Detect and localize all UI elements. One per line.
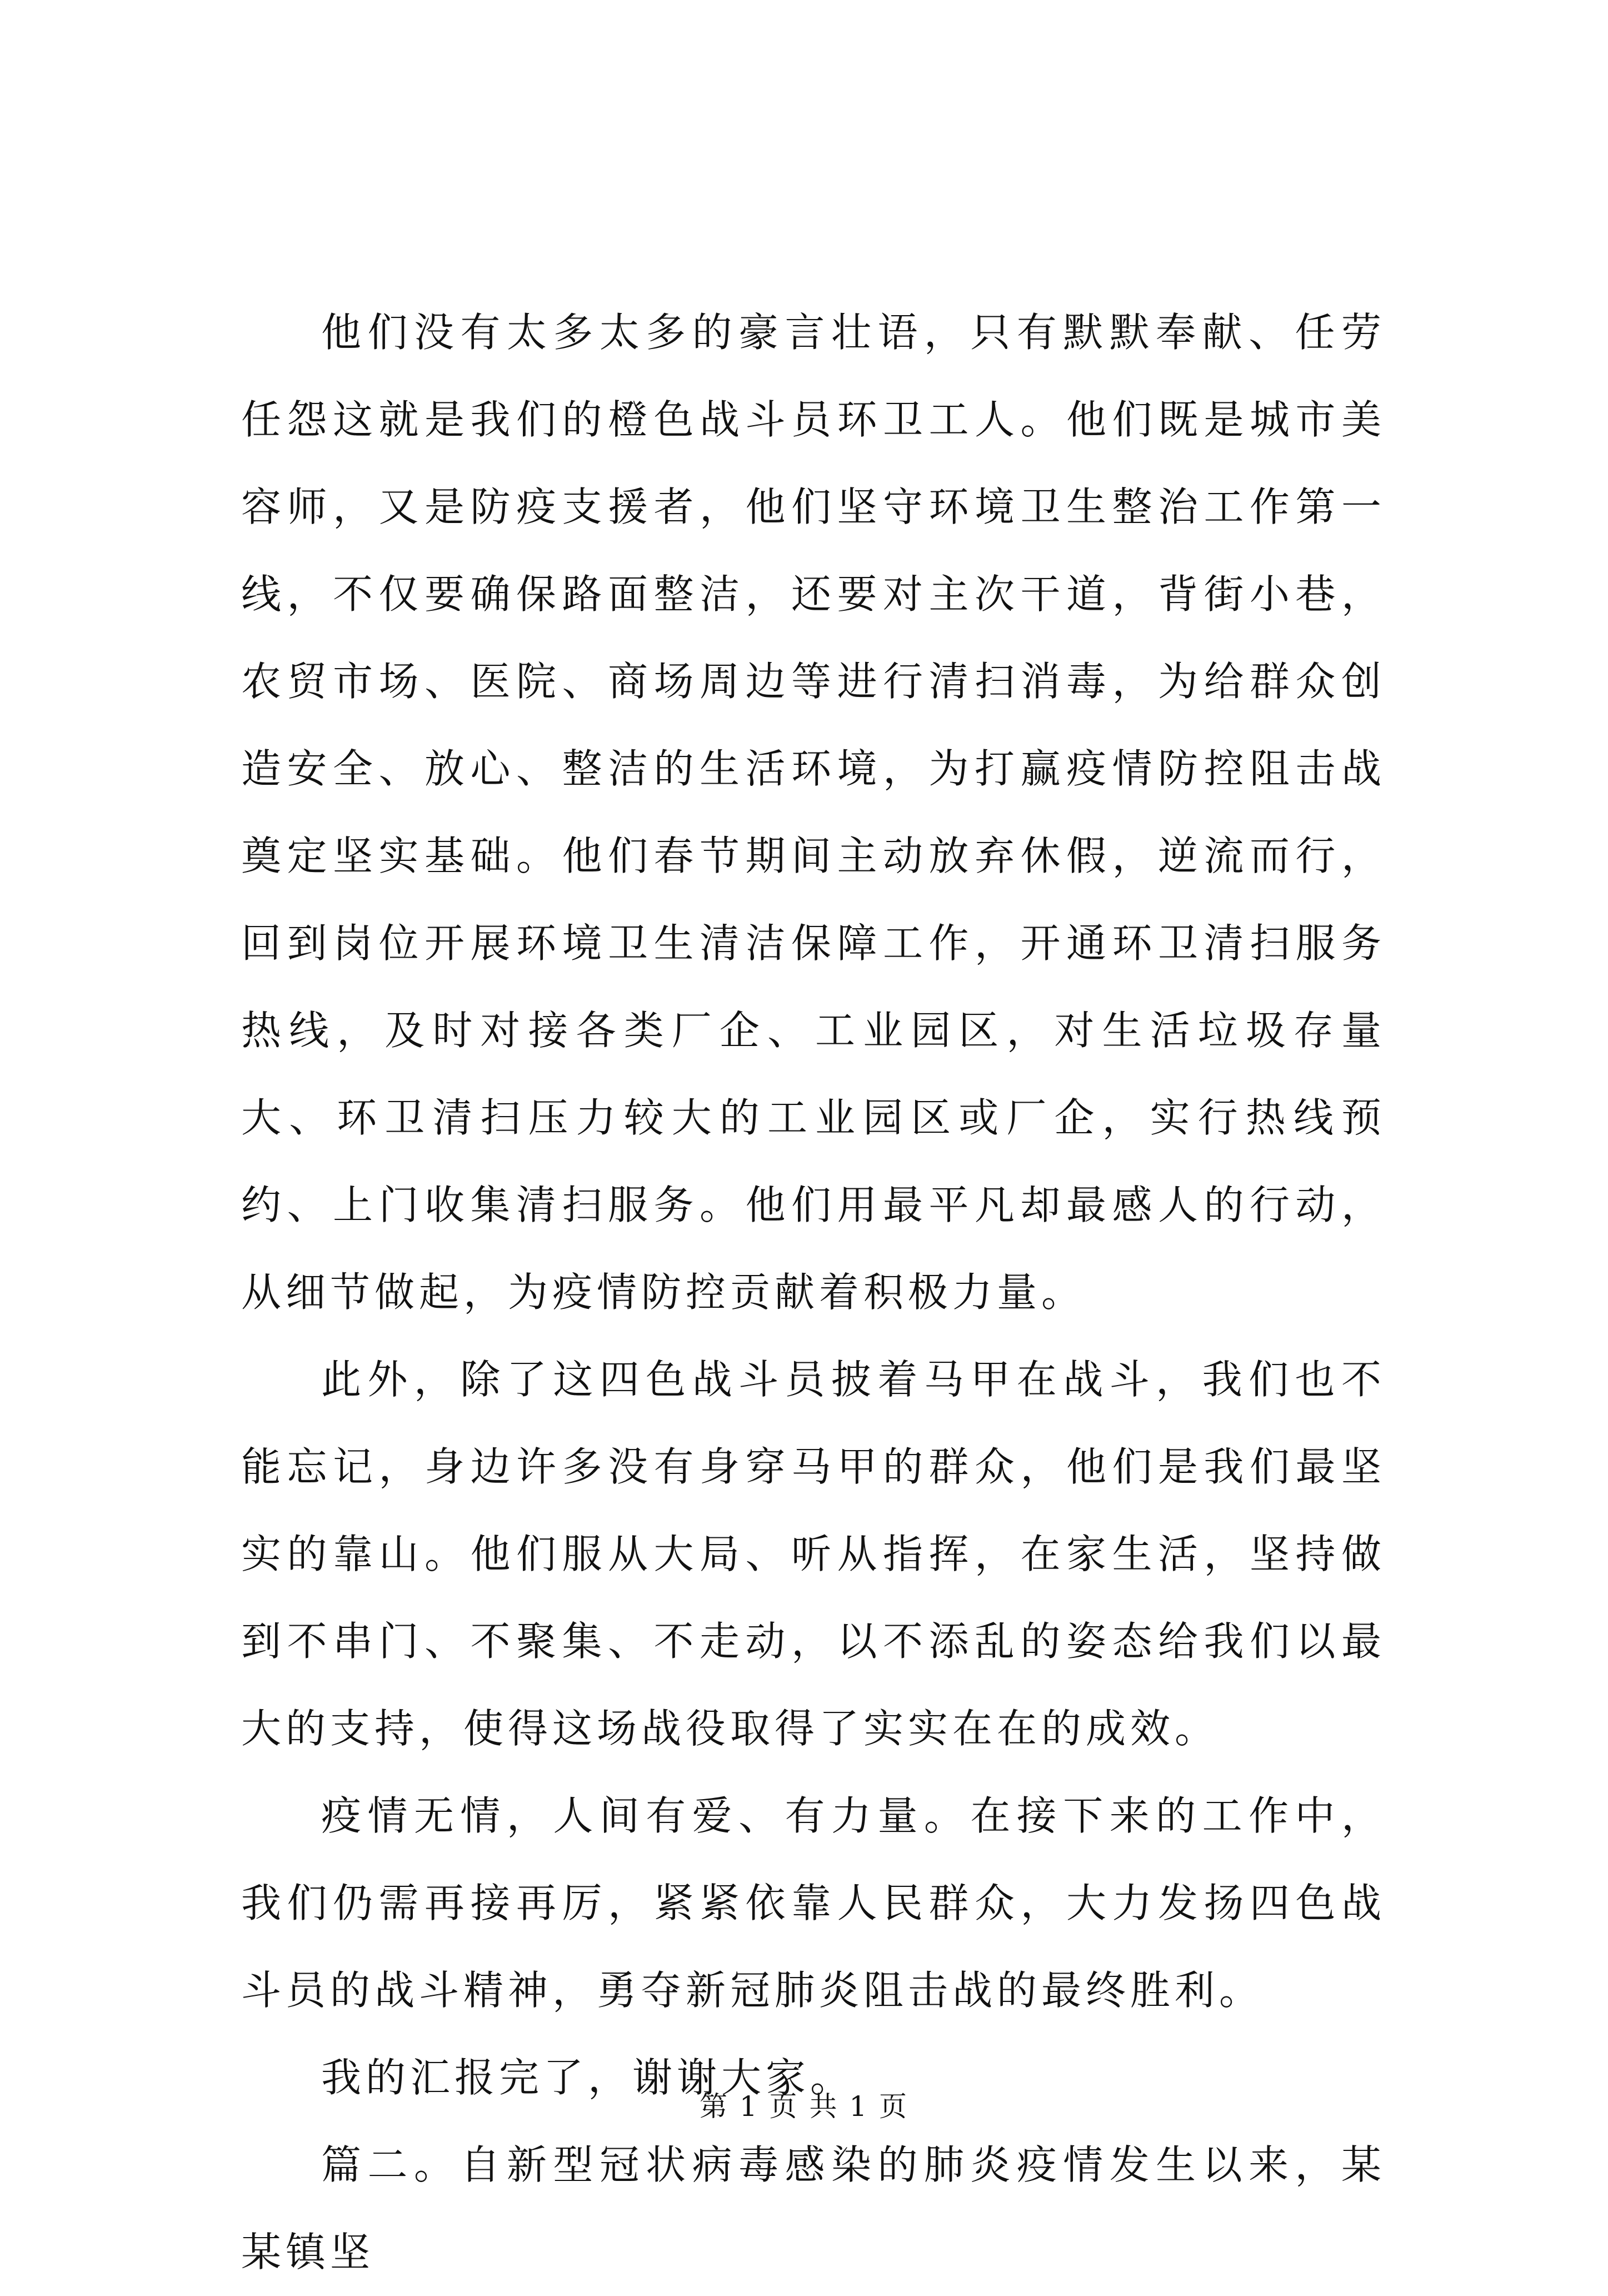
paragraph-orange-fighters: 他们没有太多太多的豪言壮语，只有默默奉献、任劳任怨这就是我们的橙色战斗员环卫工人。他们既是城市美容师，又是防疫支援者，他们坚守环境卫生整治工作第一线，不仅要确保路面整洁，还要对主次干道，背街小巷，农贸市场、医院、商场周边等进行清扫消毒，为给群众创造安全、放心、整洁的生活环境，为打赢疫情防控阻击战奠定坚实基础。他们春节期间主动放弃休假，逆流而行，回到岗位开展环境卫生清洁保障工作，开通环卫清扫服务热线，及时对接各类厂企、工业园区，对生活垃圾存量大、环卫清扫压力较大的工业园区或厂企，实行热线预约、上门收集清扫服务。他们用最平凡却最感人的行动，从细节做起，为疫情防控贡献着积极力量。 <box>241 309 1386 1316</box>
paragraph-conclusion: 疫情无情，人间有爱、有力量。在接下来的工作中，我们仍需再接再厉，紧紧依靠人民群众，大力发扬四色战斗员的战斗精神，勇夺新冠肺炎阻击战的最终胜利。 <box>241 1792 1386 2014</box>
paragraph-closing-thanks: 我的汇报完了，谢谢大家。 <box>321 2054 855 2101</box>
paragraph-part-two-start: 篇二。自新型冠状病毒感染的肺炎疫情发生以来，某某镇坚 <box>241 2141 1386 2275</box>
paragraph-residents-support: 此外，除了这四色战斗员披着马甲在战斗，我们也不能忘记，身边许多没有身穿马甲的群众，他们是我们最坚实的靠山。他们服从大局、听从指挥，在家生活，坚持做到不串门、不聚集、不走动，以不添乱的姿态给我们以最大的支持，使得这场战役取得了实实在在的成效。 <box>241 1356 1386 1752</box>
document-body <box>241 289 1386 2296</box>
page-number-footer: 第 1 页 共 1 页 <box>699 2090 909 2123</box>
